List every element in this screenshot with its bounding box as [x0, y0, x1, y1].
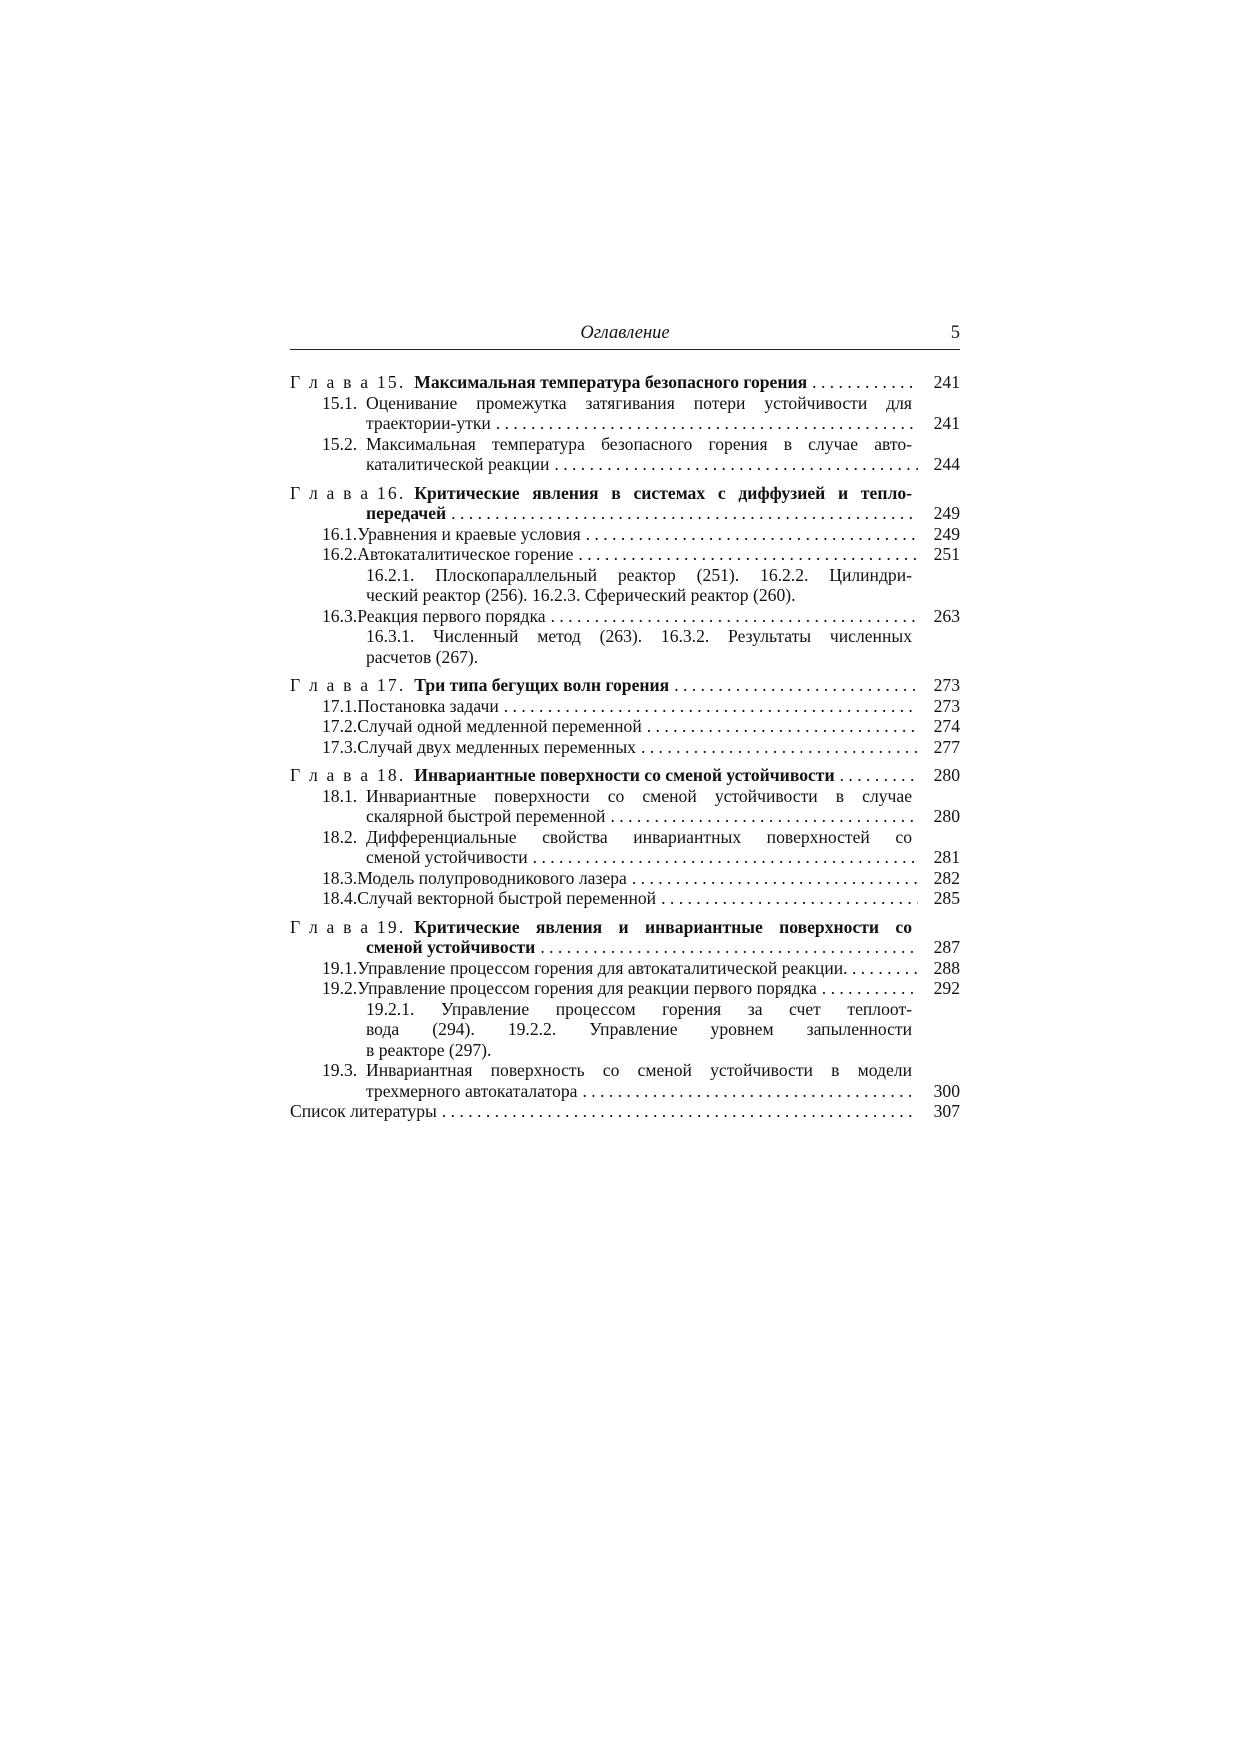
- section-entry[interactable]: [322, 786, 960, 827]
- section-entry[interactable]: [322, 737, 960, 758]
- subsection-line[interactable]: расчетов (267).: [366, 646, 479, 667]
- section-entry[interactable]: [322, 958, 960, 979]
- page-ref: 280: [933, 806, 960, 826]
- bibliography-entry[interactable]: [290, 1101, 960, 1122]
- chapter-17: [290, 675, 960, 757]
- section-title-line: Управление процессом горения для автокаталитической реакции: [357, 957, 844, 978]
- chapter-title: Критические явления и инвариантные поверхности со: [414, 916, 912, 937]
- chapter-label: Г л а в а 16.: [290, 482, 406, 503]
- section-number: 16.1.: [322, 523, 358, 544]
- section-entry[interactable]: [322, 393, 960, 434]
- chapter-title: Критические явления в системах с диффузией и тепло-: [414, 482, 912, 503]
- section-title-line: Управление процессом горения для реакции первого порядка: [357, 978, 817, 998]
- section-title-line: Реакция первого порядка: [357, 605, 546, 626]
- section-title-line: Инвариантные поверхности со сменой устойчивости в случае: [366, 785, 912, 806]
- subsection-list: [366, 999, 912, 1061]
- section-number: 19.2.: [322, 978, 358, 998]
- page-ref: 280: [933, 765, 960, 785]
- section-title-line: Случай двух медленных переменных: [357, 736, 636, 757]
- section-entry[interactable]: [322, 888, 960, 909]
- section-title-line: Случай одной медленной переменной: [357, 716, 642, 736]
- section-entry[interactable]: [322, 434, 960, 475]
- chapter-heading[interactable]: [290, 917, 960, 958]
- page-ref: 263: [933, 605, 960, 626]
- bibliography-label: Список литературы: [290, 1101, 437, 1121]
- chapter-title-cont: передачей: [366, 503, 447, 523]
- subsection-list: [366, 565, 912, 606]
- section-number: 16.2.: [322, 544, 358, 564]
- section-title-line: Оценивание промежутка затягивания потери устойчивости для: [366, 392, 912, 413]
- section-entry[interactable]: [322, 827, 960, 868]
- subsection-line[interactable]: ческий реактор (256). 16.2.3. Сферический реактор (260).: [366, 585, 796, 605]
- section-title-line: трехмерного автокаталатора: [366, 1080, 578, 1101]
- page-ref: 273: [933, 675, 960, 695]
- section-number: 18.2.: [322, 826, 358, 847]
- chapter-title-cont: сменой устойчивости: [366, 937, 536, 957]
- chapter-title: Максимальная температура безопасного горения: [414, 372, 808, 392]
- page-ref: 287: [933, 937, 960, 957]
- section-number: 17.3.: [322, 736, 358, 757]
- section-entry[interactable]: [322, 978, 960, 1060]
- page-ref: 241: [933, 413, 960, 433]
- section-number: 18.4.: [322, 888, 358, 908]
- page-ref: 274: [933, 716, 960, 736]
- chapter-heading[interactable]: [290, 765, 960, 786]
- subsection-list: [366, 626, 912, 667]
- chapter-heading[interactable]: [290, 483, 960, 524]
- subsection-line[interactable]: вода (294). 19.2.2. Управление уровнем запыленности: [366, 1019, 912, 1039]
- chapter-label: Г л а в а 17.: [290, 675, 406, 695]
- page-ref: 249: [933, 523, 960, 544]
- chapter-heading[interactable]: [290, 372, 960, 393]
- page-ref: 273: [933, 695, 960, 716]
- chapter-19: [290, 917, 960, 1102]
- page-ref: 277: [933, 736, 960, 757]
- chapter-label: Г л а в а 15.: [290, 372, 406, 392]
- section-number: 19.1.: [322, 957, 358, 978]
- page-ref: 307: [933, 1101, 960, 1121]
- page-ref: 241: [933, 372, 960, 392]
- table-of-contents: [290, 372, 960, 1122]
- page-ref: 244: [933, 454, 960, 474]
- section-number: 16.3.: [322, 605, 358, 626]
- chapter-label: Г л а в а 19.: [290, 916, 406, 937]
- section-number: 18.3.: [322, 867, 358, 888]
- chapter-15: [290, 372, 960, 475]
- section-title-line: Случай векторной быстрой переменной: [357, 888, 657, 908]
- section-title-line: Автокаталитическое горение: [357, 544, 574, 564]
- section-number: 17.1.: [322, 695, 358, 716]
- section-entry[interactable]: [322, 544, 960, 606]
- page-ref: 288: [933, 957, 960, 978]
- section-title-line: Дифференциальные свойства инвариантных поверхностей со: [366, 826, 912, 847]
- section-title-line: Уравнения и краевые условия: [357, 523, 581, 544]
- section-title-line: скалярной быстрой переменной: [366, 806, 606, 826]
- subsection-line[interactable]: в реакторе (297).: [366, 1039, 492, 1060]
- section-entry[interactable]: [322, 868, 960, 889]
- section-number: 18.1.: [322, 785, 358, 806]
- page-ref: 281: [933, 847, 960, 867]
- chapter-title: Инвариантные поверхности со сменой устойчивости: [414, 765, 835, 785]
- section-title-line: Постановка задачи: [357, 695, 499, 716]
- section-title-line: каталитической реакции: [366, 454, 550, 474]
- section-title-line: траектории-утки: [366, 413, 491, 433]
- section-entry[interactable]: [322, 606, 960, 668]
- page-ref: 282: [933, 867, 960, 888]
- subsection-line[interactable]: 16.3.1. Численный метод (263). 16.3.2. Результаты численных: [366, 626, 912, 646]
- running-title: Оглавление: [580, 323, 670, 343]
- chapter-18: [290, 765, 960, 909]
- section-title-line: Инвариантная поверхность со сменой устойчивости в модели: [366, 1060, 912, 1080]
- page-ref: 251: [933, 544, 960, 564]
- section-number: 17.2.: [322, 716, 358, 736]
- page-ref: 292: [933, 978, 960, 998]
- section-number: 15.2.: [322, 433, 358, 454]
- chapter-16: [290, 483, 960, 668]
- section-entry[interactable]: [322, 696, 960, 717]
- chapter-label: Г л а в а 18.: [290, 765, 406, 785]
- subsection-line[interactable]: 16.2.1. Плоскопараллельный реактор (251). 16.2.2. Цилиндри-: [366, 564, 912, 585]
- section-entry[interactable]: [322, 1060, 960, 1101]
- section-title-line: Модель полупроводникового лазера: [357, 867, 627, 888]
- section-number: 15.1.: [322, 392, 358, 413]
- page-ref: 300: [933, 1080, 960, 1101]
- section-title-line: сменой устойчивости: [366, 847, 528, 867]
- chapter-title: Три типа бегущих волн горения: [414, 675, 670, 695]
- section-entry[interactable]: [322, 716, 960, 737]
- section-number: 19.3.: [322, 1060, 358, 1080]
- page-ref: 285: [933, 888, 960, 908]
- section-title-line: Максимальная температура безопасного горения в случае авто-: [366, 433, 912, 454]
- running-header: [290, 323, 960, 350]
- page-number: 5: [950, 323, 960, 343]
- subsection-line[interactable]: 19.2.1. Управление процессом горения за счет теплоот-: [366, 998, 912, 1019]
- chapter-heading[interactable]: [290, 675, 960, 696]
- section-entry[interactable]: [322, 524, 960, 545]
- page-ref: 249: [933, 503, 960, 523]
